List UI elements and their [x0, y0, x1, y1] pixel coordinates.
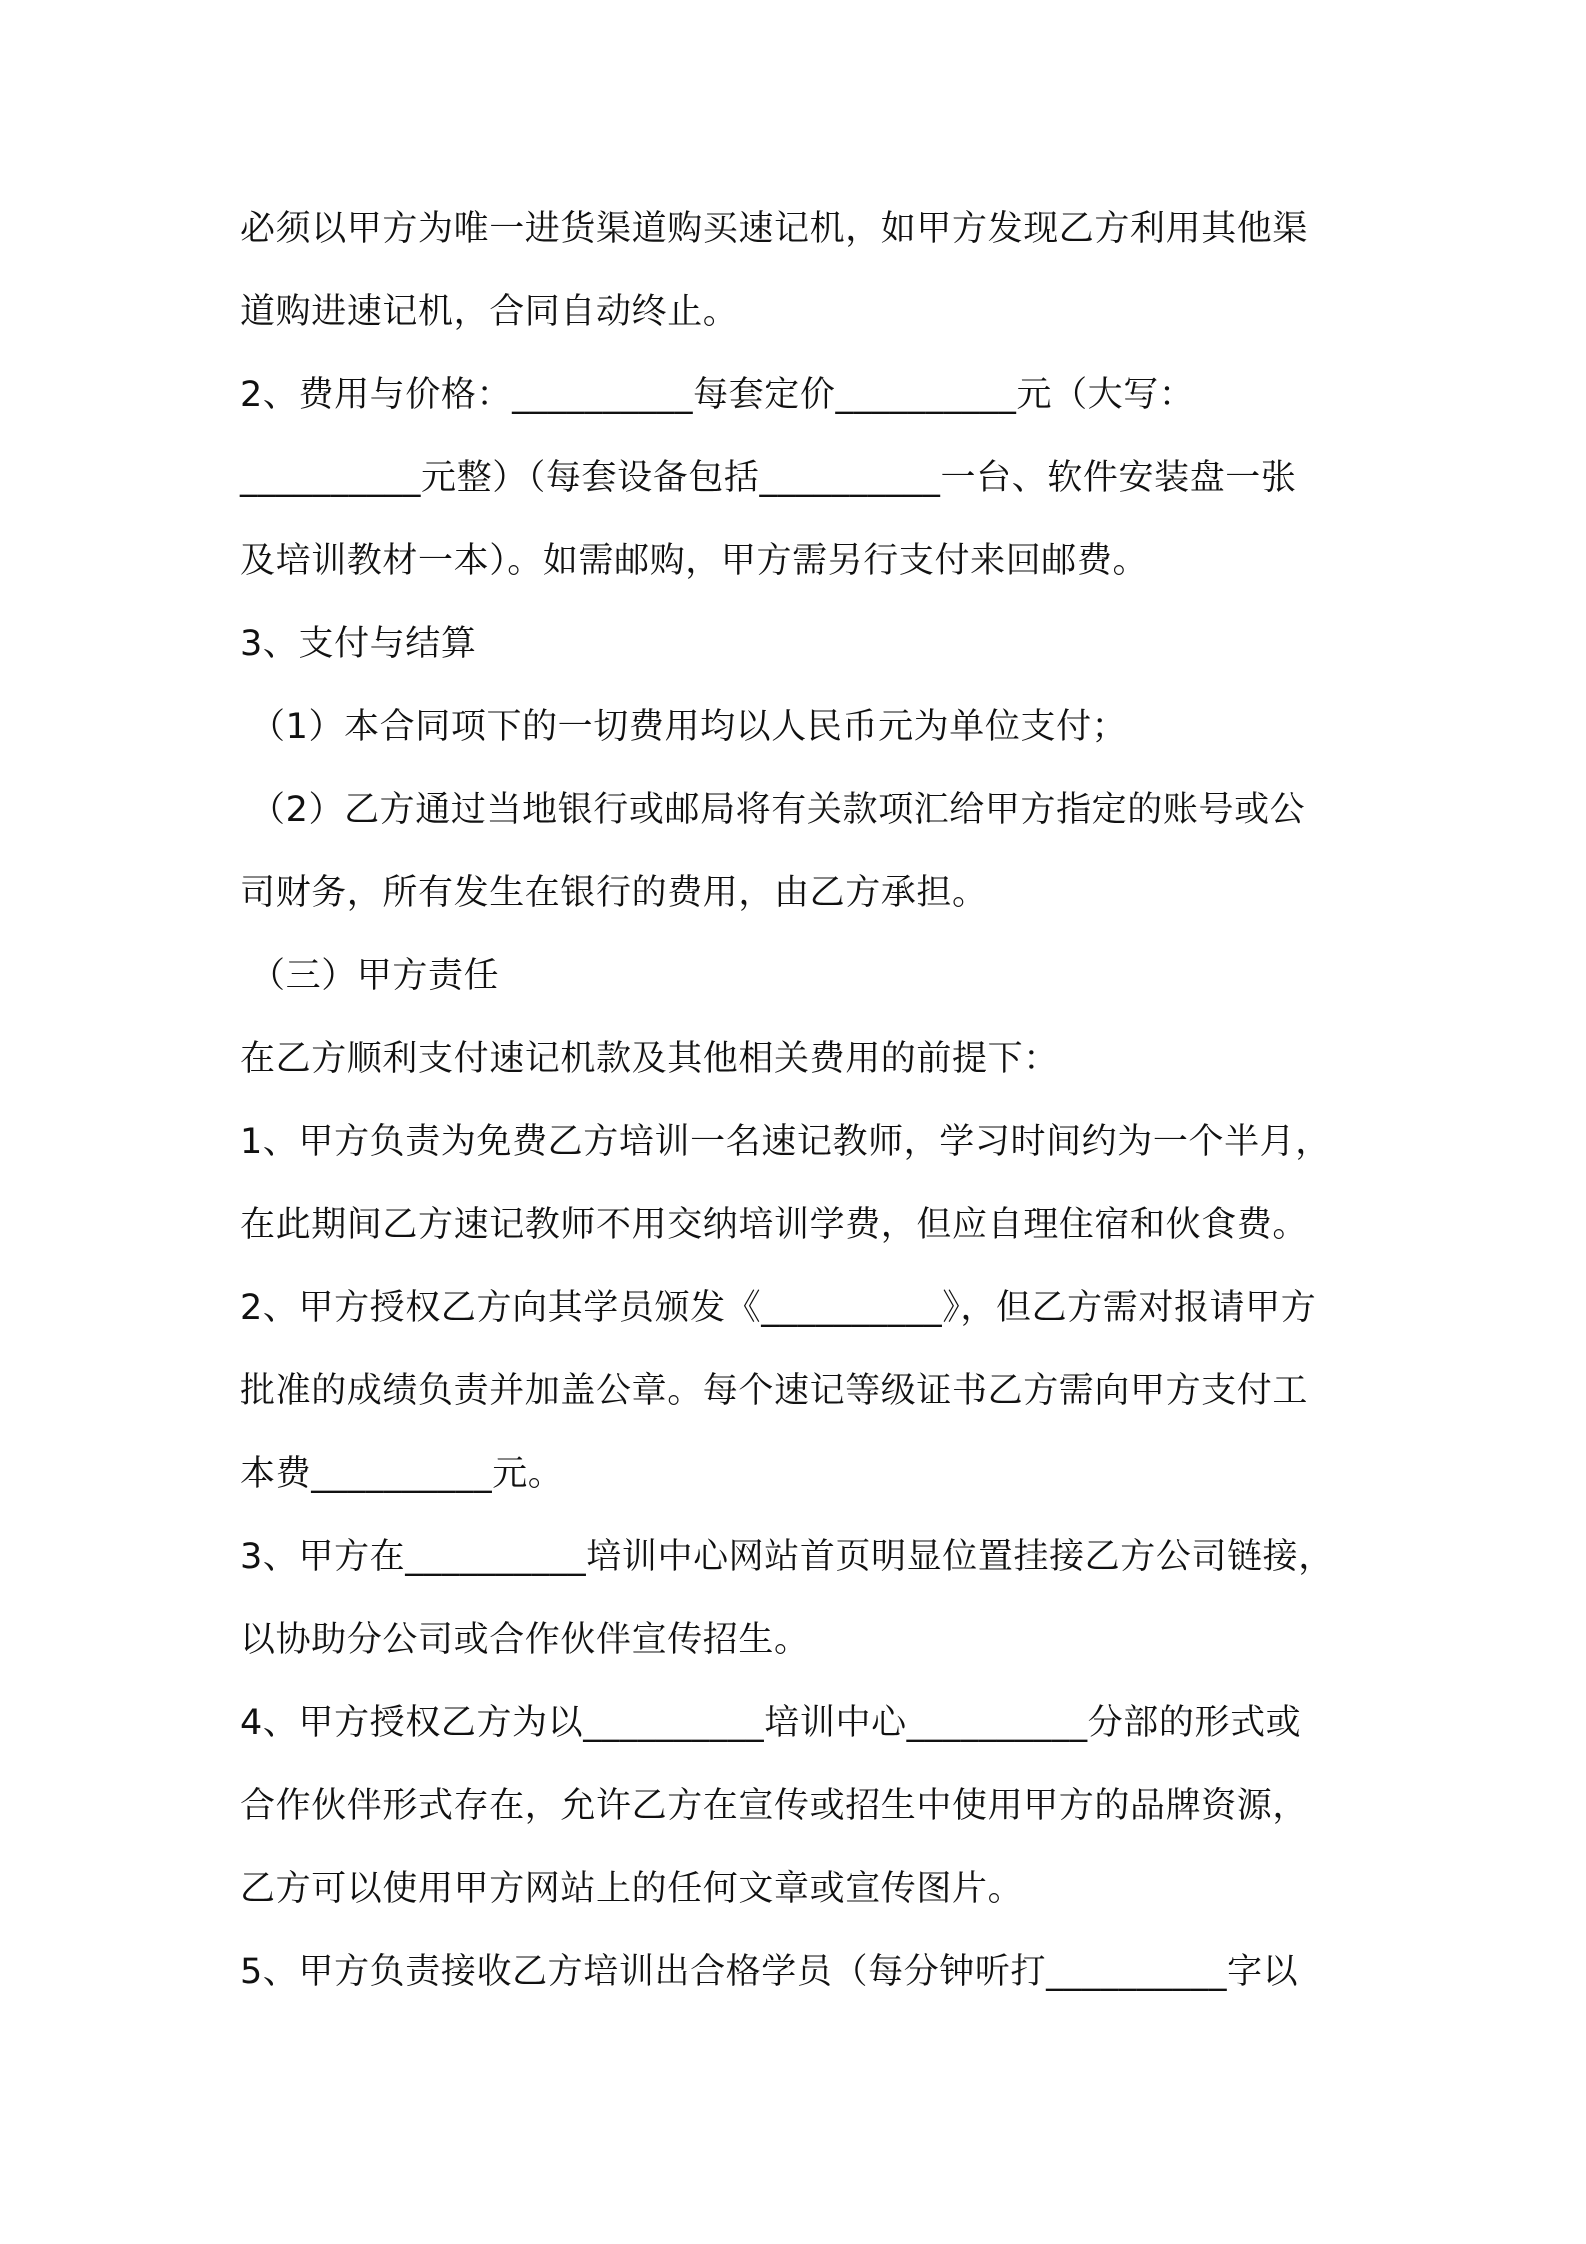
text-line: 合作伙伴形式存在，允许乙方在宣传或招生中使用甲方的品牌资源，: [240, 1786, 1309, 1826]
text-line: 1、甲方负责为免费乙方培训一名速记教师，学习时间约为一个半月，: [240, 1122, 1331, 1162]
text-line: 司财务，所有发生在银行的费用，由乙方承担。: [240, 873, 988, 913]
text-line: 道购进速记机，合同自动终止。: [240, 292, 739, 332]
text-line: 在此期间乙方速记教师不用交纳培训学费，但应自理住宿和伙食费。: [240, 1205, 1309, 1245]
text-line: 2、费用与价格：__________每套定价__________元（大写：: [240, 375, 1195, 415]
text-line: 4、甲方授权乙方为以__________培训中心__________分部的形式或: [240, 1703, 1302, 1743]
text-line: 5、甲方负责接收乙方培训出合格学员（每分钟听打__________字以: [240, 1952, 1299, 1992]
text-line: 乙方可以使用甲方网站上的任何文章或宣传图片。: [240, 1869, 1024, 1909]
text-line: 3、甲方在__________培训中心网站首页明显位置挂接乙方公司链接，: [240, 1537, 1334, 1577]
text-line: （1）本合同项下的一切费用均以人民币元为单位支付；: [250, 707, 1128, 747]
text-line: 必须以甲方为唯一进货渠道购买速记机，如甲方发现乙方利用其他渠: [240, 209, 1309, 249]
text-line: （2）乙方通过当地银行或邮局将有关款项汇给甲方指定的账号或公: [250, 790, 1306, 830]
text-line: 以协助分公司或合作伙伴宣传招生。: [240, 1620, 810, 1660]
section-heading: 3、支付与结算: [240, 624, 477, 664]
text-line: 2、甲方授权乙方向其学员颁发《__________》，但乙方需对报请甲方: [240, 1288, 1317, 1328]
text-line: 及培训教材一本）。如需邮购，甲方需另行支付来回邮费。: [240, 541, 1149, 581]
text-line: 批准的成绩负责并加盖公章。每个速记等级证书乙方需向甲方支付工: [240, 1371, 1309, 1411]
text-line: 在乙方顺利支付速记机款及其他相关费用的前提下：: [240, 1039, 1059, 1079]
text-line: __________元整）（每套设备包括__________一台、软件安装盘一张: [240, 458, 1297, 498]
text-line: 本费__________元。: [240, 1454, 564, 1494]
section-heading: （三）甲方责任: [250, 956, 500, 996]
